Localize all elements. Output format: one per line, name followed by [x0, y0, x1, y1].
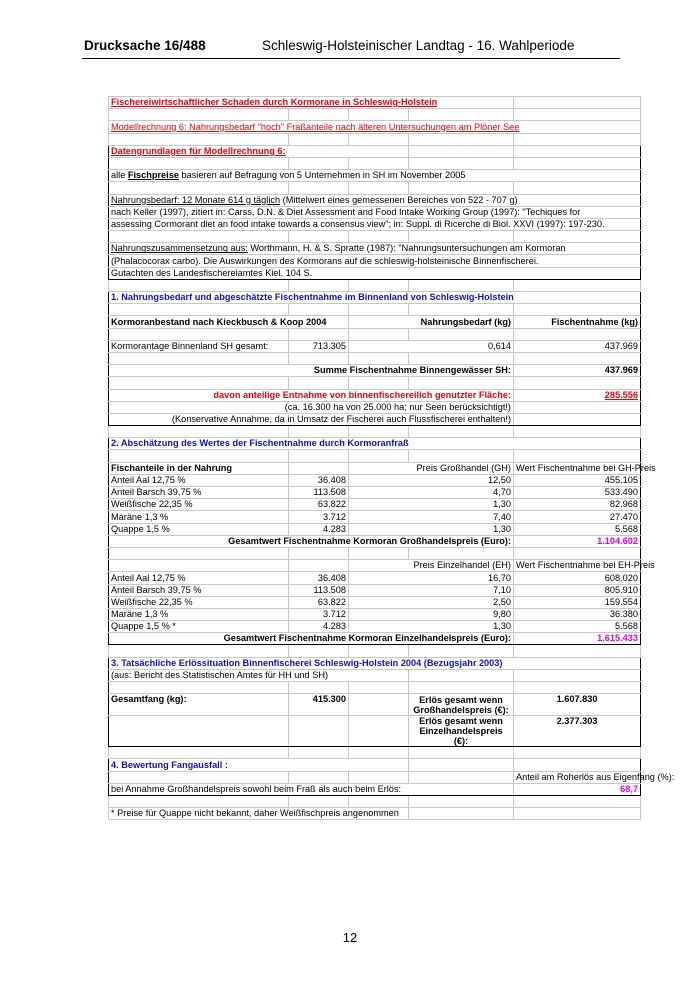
empty-cell — [349, 109, 409, 121]
eh-row-price: 16,70 — [349, 572, 514, 584]
gh-row-kg: 113.508 — [289, 487, 349, 499]
empty-cell — [409, 109, 514, 121]
empty-cell — [514, 401, 641, 413]
gh-row-label: Maräne 1,3 % — [109, 511, 289, 523]
table-row — [109, 633, 641, 645]
s1-col-need: Nahrungsbedarf (kg) — [349, 316, 514, 328]
empty-cell — [289, 547, 349, 559]
sheet-row — [109, 547, 641, 559]
empty-cell — [409, 426, 514, 438]
model-description: Modellrechnung 6: Nahrungsbedarf "hoch" Fraßanteile nach älteren Untersuchungen am Plöner See — [109, 121, 641, 133]
s3-gh-value: 1.607.830 — [514, 694, 641, 716]
table-row — [109, 365, 641, 377]
empty-cell — [409, 352, 514, 364]
s4-col-head: Anteil am Roherlös aus Eigenfang (%): — [514, 771, 641, 783]
eh-row-price: 2,50 — [349, 596, 514, 608]
food-need-note — [109, 194, 641, 206]
empty-cell — [349, 377, 409, 389]
gh-row-price: 1,30 — [349, 499, 514, 511]
composition-note — [109, 243, 641, 255]
sheet-row — [109, 157, 641, 169]
gh-row-label: Quappe 1,5 % — [109, 523, 289, 535]
gh-row-value: 5.568 — [514, 523, 641, 535]
sheet-row — [109, 377, 641, 389]
empty-cell — [349, 450, 409, 462]
empty-cell — [409, 157, 514, 169]
table-row — [109, 716, 641, 747]
s1-row-days: 713.305 — [289, 340, 349, 352]
s1-sum-value: 437.969 — [514, 365, 641, 377]
empty-cell — [514, 133, 641, 145]
gh-row-kg: 3.712 — [289, 511, 349, 523]
gh-row-kg: 63.822 — [289, 499, 349, 511]
empty-cell — [514, 182, 641, 194]
gh-row-label: Weißfische 22,35 % — [109, 499, 289, 511]
keller-citation-2: assessing Cormorant diet an food intake towards a consensus view"; in: Suppl. di Ricerche di Biol. XXVI (1997): 197-230. — [109, 218, 641, 230]
sheet-row — [109, 808, 641, 820]
sheet-row — [109, 645, 641, 657]
sheet-row — [109, 657, 641, 669]
empty-cell — [514, 547, 641, 559]
s2-head-share: Fischanteile in der Nahrung — [109, 462, 289, 474]
s1-col-stock: Kormoranbestand nach Kieckbusch & Koop 2004 — [109, 316, 349, 328]
section-3-title: 3. Tatsächliche Erlössituation Binnenfischerei Schleswig-Holstein 2004 (Bezugsjahr 2003) — [109, 657, 641, 669]
empty-cell — [109, 771, 289, 783]
header-rule — [82, 58, 620, 59]
gh-row-label: Anteil Aal 12,75 % — [109, 474, 289, 486]
empty-cell — [514, 97, 641, 109]
empty-cell — [349, 547, 409, 559]
empty-cell — [349, 426, 409, 438]
empty-cell — [289, 645, 349, 657]
empty-cell — [409, 759, 514, 771]
sheet-row — [109, 669, 641, 681]
empty-cell — [289, 328, 349, 340]
empty-cell — [409, 682, 514, 694]
empty-cell — [109, 377, 289, 389]
empty-cell — [514, 682, 641, 694]
s1-row-label: Kormorantage Binnenland SH gesamt: — [109, 340, 289, 352]
gh-row-price: 4,70 — [349, 487, 514, 499]
sheet-row — [109, 304, 641, 316]
sheet-row — [109, 267, 641, 279]
empty-cell — [109, 747, 289, 759]
table-row — [109, 535, 641, 547]
sheet-row — [109, 182, 641, 194]
empty-cell — [514, 231, 641, 243]
s1-note-1: (ca. 16.300 ha von 25.000 ha; nur Seen berücksichtigt!) — [109, 401, 514, 413]
empty-cell — [289, 450, 349, 462]
empty-cell — [349, 304, 409, 316]
empty-cell — [109, 182, 289, 194]
gh-total-value: 1.104.602 — [514, 535, 641, 547]
table-row — [109, 499, 641, 511]
empty-cell — [514, 377, 641, 389]
empty-cell — [514, 747, 641, 759]
gh-row-price: 7,40 — [349, 511, 514, 523]
empty-cell — [289, 560, 349, 572]
document-header-title: Schleswig-Holsteinischer Landtag - 16. Wahlperiode — [262, 38, 575, 53]
gh-row-value: 533.490 — [514, 487, 641, 499]
empty-cell — [109, 450, 289, 462]
empty-cell — [289, 747, 349, 759]
empty-cell — [514, 352, 641, 364]
s3-catch-label: Gesamtfang (kg): — [109, 694, 289, 716]
s2-head-gh-price: Preis Großhandel (GH) — [349, 462, 514, 474]
eh-row-label: Quappe 1,5 % * — [109, 621, 289, 633]
eh-row-kg: 63.822 — [289, 596, 349, 608]
empty-cell — [109, 645, 289, 657]
empty-cell — [349, 182, 409, 194]
gh-row-price: 12,50 — [349, 474, 514, 486]
empty-cell — [349, 279, 409, 291]
empty-cell — [349, 716, 409, 747]
fish-prices-pre: alle — [111, 170, 128, 181]
sheet-row — [109, 413, 641, 425]
s2-head-eh-value: Wert Fischentnahme bei EH-Preis — [514, 560, 641, 572]
eh-row-label: Weißfische 22,35 % — [109, 596, 289, 608]
empty-cell — [409, 279, 514, 291]
empty-cell — [349, 133, 409, 145]
table-row — [109, 783, 641, 795]
empty-cell — [109, 109, 289, 121]
table-row — [109, 340, 641, 352]
empty-cell — [514, 109, 641, 121]
sheet-row — [109, 771, 641, 783]
sheet-row — [109, 279, 641, 291]
empty-cell — [289, 352, 349, 364]
empty-cell — [514, 304, 641, 316]
empty-cell — [514, 450, 641, 462]
empty-cell — [349, 231, 409, 243]
empty-cell — [514, 759, 641, 771]
empty-cell — [514, 808, 641, 820]
empty-cell — [409, 669, 514, 681]
eh-row-value: 36.380 — [514, 608, 641, 620]
s1-note-2: (Konservative Annahme, da in Umsatz der Fischerei auch Flussfischerei enthalten!) — [109, 413, 514, 425]
empty-cell — [409, 450, 514, 462]
footnote: * Preise für Quappe nicht bekannt, daher Weißfischpreis angenommen — [109, 808, 409, 820]
table-row — [109, 487, 641, 499]
empty-cell — [109, 279, 289, 291]
sheet-row — [109, 194, 641, 206]
empty-cell — [349, 157, 409, 169]
sheet-row — [109, 352, 641, 364]
eh-row-label: Maräne 1,3 % — [109, 608, 289, 620]
empty-cell — [109, 328, 289, 340]
keller-citation-1: nach Keller (1997), zitiert in: Carss, D.N. & Diet Assessment and Food Intake Working Group (1997): "Techiques for — [109, 206, 641, 218]
s3-gh-label: Erlös gesamt wenn Großhandelspreis (€): — [409, 694, 514, 716]
table-row — [109, 608, 641, 620]
eh-row-price: 1,30 — [349, 621, 514, 633]
eh-total-label: Gesamtwert Fischentnahme Kormoran Einzelhandelspreis (Euro): — [109, 633, 514, 645]
empty-cell — [409, 808, 514, 820]
s1-sum-label: Summe Fischentnahme Binnengewässer SH: — [109, 365, 514, 377]
sheet-row — [109, 218, 641, 230]
empty-cell — [109, 795, 289, 807]
empty-cell — [349, 694, 409, 716]
sheet-row — [109, 426, 641, 438]
table-row — [109, 389, 641, 401]
eh-row-price: 9,80 — [349, 608, 514, 620]
composition-line-2: (Phalacocorax carbo). Die Auswirkungen des Kormorans auf die schleswig-holsteinische Binnenfischerei. — [109, 255, 641, 267]
table-row — [109, 694, 641, 716]
sheet-row — [109, 206, 641, 218]
empty-cell — [289, 279, 349, 291]
eh-row-value: 159.554 — [514, 596, 641, 608]
empty-cell — [514, 669, 641, 681]
eh-row-value: 805.910 — [514, 584, 641, 596]
table-row — [109, 596, 641, 608]
sheet-row — [109, 243, 641, 255]
empty-cell — [409, 304, 514, 316]
empty-cell — [514, 157, 641, 169]
s1-row-need: 0,614 — [349, 340, 514, 352]
document-number: Drucksache 16/488 — [84, 38, 206, 53]
empty-cell — [289, 377, 349, 389]
empty-cell — [289, 426, 349, 438]
empty-cell — [289, 682, 349, 694]
empty-cell — [349, 328, 409, 340]
food-need-text: (Mittelwert eines gemessenen Bereiches von 522 - 707 g) — [280, 194, 518, 205]
composition-text: Worthmann, H. & S. Spratte (1987): "Nahrungsuntersuchungen am Kormoran — [247, 243, 566, 254]
eh-row-price: 7,10 — [349, 584, 514, 596]
section-4-title: 4. Bewertung Fangausfall : — [109, 759, 409, 771]
empty-cell — [289, 182, 349, 194]
sheet-row — [109, 438, 641, 450]
empty-cell — [289, 771, 349, 783]
gh-row-value: 27.470 — [514, 511, 641, 523]
gh-row-kg: 4.283 — [289, 523, 349, 535]
empty-cell — [109, 231, 289, 243]
empty-cell — [514, 426, 641, 438]
empty-cell — [514, 145, 641, 157]
sheet-title: Fischereiwirtschaftlicher Schaden durch Kormorane in Schleswig-Holstein — [109, 97, 514, 109]
empty-cell — [289, 133, 349, 145]
s1-share-label: davon anteilige Entnahme von binnenfischereilich genutzter Fläche: — [109, 389, 514, 401]
empty-cell — [289, 795, 349, 807]
fish-prices-post: basieren auf Befragung von 5 Unternehmen in SH im November 2005 — [178, 170, 466, 181]
sheet-row — [109, 109, 641, 121]
sheet-row — [109, 316, 641, 328]
eh-row-kg: 3.712 — [289, 608, 349, 620]
eh-row-label: Anteil Aal 12,75 % — [109, 572, 289, 584]
table-header-row — [109, 560, 641, 572]
empty-cell — [289, 304, 349, 316]
empty-cell — [409, 547, 514, 559]
sheet-row — [109, 450, 641, 462]
table-row — [109, 621, 641, 633]
empty-cell — [109, 560, 289, 572]
empty-cell — [289, 716, 349, 747]
fish-prices-note — [109, 170, 641, 182]
empty-cell — [514, 795, 641, 807]
sheet-row — [109, 682, 641, 694]
table-row — [109, 474, 641, 486]
s4-row-value: 68,7 — [514, 783, 641, 795]
empty-cell — [409, 133, 514, 145]
eh-row-label: Anteil Barsch 39,75 % — [109, 584, 289, 596]
data-basis-title: Datengrundlagen für Modellrechnung 6: — [109, 145, 409, 157]
empty-cell — [349, 747, 409, 759]
s1-share-value: 285.556 — [514, 389, 641, 401]
empty-cell — [109, 682, 289, 694]
eh-row-kg: 113.508 — [289, 584, 349, 596]
empty-cell — [514, 328, 641, 340]
page-number: 12 — [342, 930, 358, 945]
s3-catch-value: 415.300 — [289, 694, 349, 716]
table-row — [109, 572, 641, 584]
food-need-label: Nahrungsbedarf: 12 Monate 614 g täglich — [111, 194, 281, 205]
sheet-row — [109, 759, 641, 771]
s1-col-take: Fischentnahme (kg) — [514, 316, 641, 328]
table-row — [109, 511, 641, 523]
gh-total-label: Gesamtwert Fischentnahme Kormoran Großhandelspreis (Euro): — [109, 535, 514, 547]
sheet-row — [109, 292, 641, 304]
table-row — [109, 523, 641, 535]
empty-cell — [289, 109, 349, 121]
empty-cell — [109, 352, 289, 364]
gh-row-value: 455.105 — [514, 474, 641, 486]
empty-cell — [409, 145, 514, 157]
empty-cell — [109, 157, 289, 169]
empty-cell — [109, 133, 289, 145]
s3-source: (aus: Bericht des Statistischen Amtes für HH und SH) — [109, 669, 409, 681]
gh-row-kg: 36.408 — [289, 474, 349, 486]
sheet-row — [109, 328, 641, 340]
sheet-row — [109, 231, 641, 243]
empty-cell — [349, 795, 409, 807]
s3-eh-value: 2.377.303 — [514, 716, 641, 747]
empty-cell — [409, 747, 514, 759]
gh-row-price: 1,30 — [349, 523, 514, 535]
empty-cell — [349, 645, 409, 657]
empty-cell — [289, 462, 349, 474]
empty-cell — [409, 328, 514, 340]
eh-row-kg: 36.408 — [289, 572, 349, 584]
sheet-row — [109, 121, 641, 133]
s3-eh-label: Erlös gesamt wenn Einzelhandelspreis (€): — [409, 716, 514, 747]
empty-cell — [409, 182, 514, 194]
sheet-row — [109, 133, 641, 145]
composition-label: Nahrungszusammensetzung aus: — [111, 243, 248, 254]
sheet-row — [109, 795, 641, 807]
empty-cell — [109, 304, 289, 316]
eh-row-value: 5.568 — [514, 621, 641, 633]
empty-cell — [514, 645, 641, 657]
empty-cell — [109, 547, 289, 559]
composition-line-3: Gutachten des Landesfischereiamtes Kiel. 104 S. — [109, 267, 641, 279]
table-row — [109, 584, 641, 596]
sheet-row — [109, 401, 641, 413]
empty-cell — [409, 795, 514, 807]
empty-cell — [109, 716, 289, 747]
s1-row-take: 437.969 — [514, 340, 641, 352]
s4-row-label: bei Annahme Großhandelspreis sowohl beim Fraß als auch beim Erlös: — [109, 783, 514, 795]
sheet-row — [109, 97, 641, 109]
empty-cell — [409, 377, 514, 389]
sheet-row — [109, 170, 641, 182]
empty-cell — [289, 231, 349, 243]
empty-cell — [409, 231, 514, 243]
eh-row-kg: 4.283 — [289, 621, 349, 633]
section-1-title: 1. Nahrungsbedarf und abgeschätzte Fischentnahme im Binnenland von Schleswig-Holstein — [109, 292, 641, 304]
gh-row-label: Anteil Barsch 39,75 % — [109, 487, 289, 499]
empty-cell — [349, 352, 409, 364]
sheet-row — [109, 145, 641, 157]
table-header-row — [109, 462, 641, 474]
empty-cell — [514, 279, 641, 291]
gh-row-value: 82.968 — [514, 499, 641, 511]
empty-cell — [409, 645, 514, 657]
empty-cell — [409, 771, 514, 783]
s2-head-gh-value: Wert Fischentnahme bei GH-Preis — [514, 462, 641, 474]
eh-row-value: 608.020 — [514, 572, 641, 584]
sheet-row — [109, 255, 641, 267]
empty-cell — [349, 682, 409, 694]
fish-prices-bold: Fischpreise — [127, 170, 179, 181]
spreadsheet — [108, 96, 675, 820]
empty-cell — [289, 157, 349, 169]
section-2-title: 2. Abschätzung des Wertes der Fischentnahme durch Kormoranfraß — [109, 438, 641, 450]
empty-cell — [349, 771, 409, 783]
empty-cell — [109, 426, 289, 438]
eh-total-value: 1.615.433 — [514, 633, 641, 645]
s2-head-eh-price: Preis Einzelhandel (EH) — [349, 560, 514, 572]
empty-cell — [514, 413, 641, 425]
sheet-row — [109, 747, 641, 759]
